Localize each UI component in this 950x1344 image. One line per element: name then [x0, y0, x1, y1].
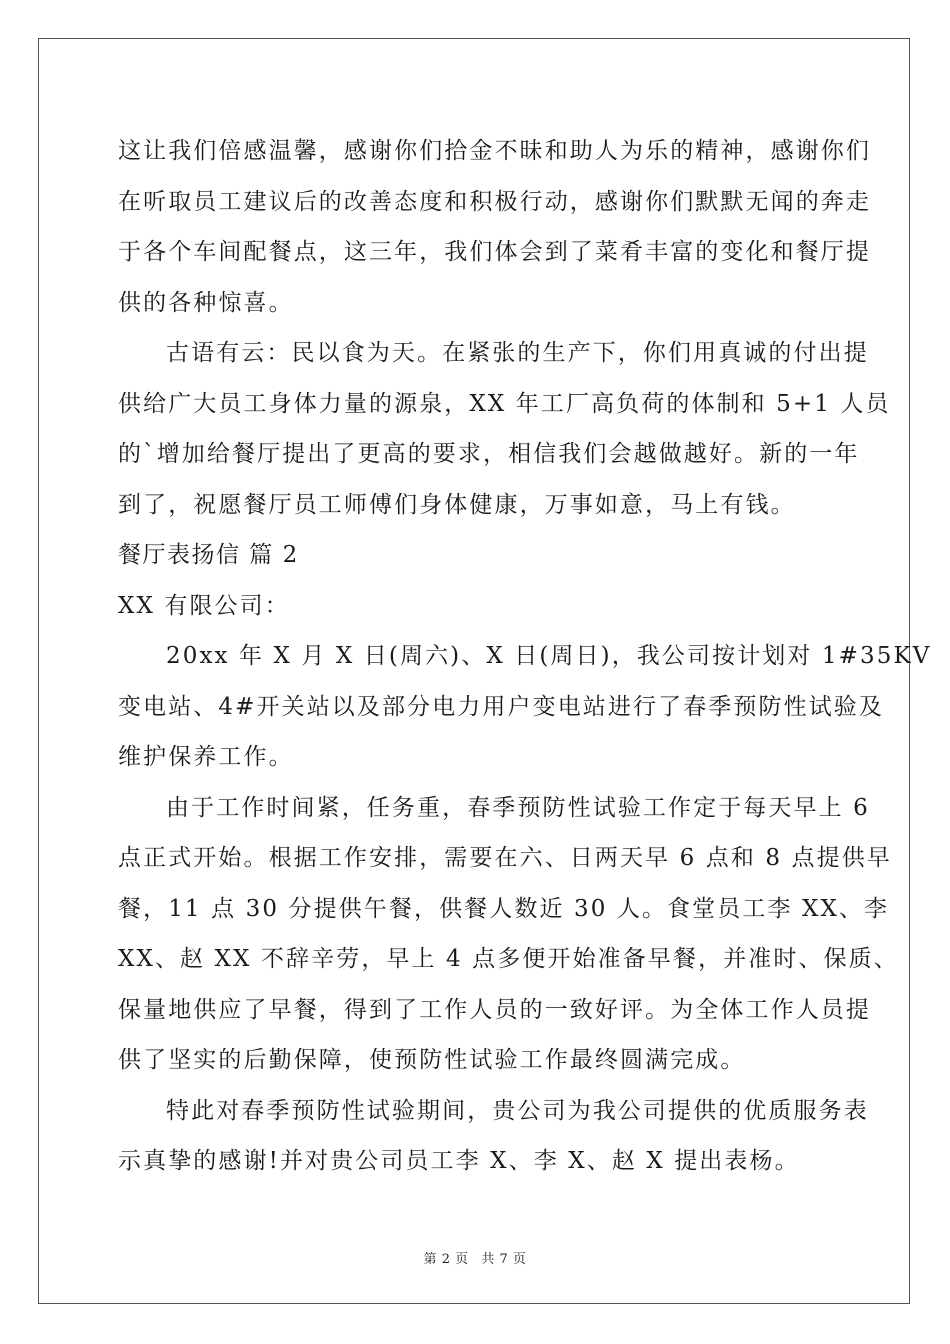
text-line: 的`增加给餐厅提出了更高的要求，相信我们会越做越好。新的一年 — [118, 441, 860, 467]
paragraph-1 — [118, 126, 871, 328]
page-footer — [0, 1248, 950, 1267]
text-line: 由于工作时间紧，任务重，春季预防性试验工作定于每天早上 6 — [166, 794, 870, 821]
text-line: 20xx 年 X 月 X 日(周六)、X 日(周日)，我公司按计划对 1#35KV — [166, 643, 932, 669]
salutation — [118, 581, 838, 632]
heading-text: 餐厅表扬信 篇 2 — [118, 542, 299, 568]
text-line: 这让我们倍感温馨，感谢你们拾金不昧和助人为乐的精神，感谢你们 — [118, 138, 871, 164]
text-line: 到了，祝愿餐厅员工师傅们身体健康，万事如意，马上有钱。 — [118, 491, 796, 518]
paragraph-4 — [118, 783, 899, 1086]
paragraph-3 — [118, 631, 932, 783]
document-body — [118, 126, 932, 1187]
text-line: 古语有云：民以食为天。在紧张的生产下，你们用真诚的付出提 — [166, 340, 869, 366]
paragraph-5 — [118, 1086, 869, 1187]
text-line: 供给广大员工身体力量的源泉，XX 年工厂高负荷的体制和 5+1 人员 — [118, 390, 891, 417]
salutation-text: XX 有限公司： — [118, 592, 290, 619]
text-line: 示真挚的感谢!并对贵公司员工李 X、李 X、赵 X 提出表杨。 — [118, 1148, 800, 1174]
page-total: 共 7 页 — [481, 1252, 527, 1267]
text-line: XX、赵 XX 不辞辛劳，早上 4 点多便开始准备早餐，并准时、保质、 — [118, 946, 899, 972]
text-line: 供了坚实的后勤保障，使预防性试验工作最终圆满完成。 — [118, 1047, 746, 1073]
paragraph-2 — [118, 328, 891, 530]
text-line: 变电站、4#开关站以及部分电力用户变电站进行了春季预防性试验及 — [118, 693, 885, 720]
text-line: 点正式开始。根据工作安排，需要在六、日两天早 6 点和 8 点提供早 — [118, 845, 892, 871]
text-line: 维护保养工作。 — [118, 744, 294, 770]
page-number: 第 2 页 — [423, 1252, 469, 1267]
text-line: 在听取员工建议后的改善态度和积极行动，感谢你们默默无闻的奔走 — [118, 188, 871, 215]
text-line: 供的各种惊喜。 — [118, 289, 294, 316]
text-line: 保量地供应了早餐，得到了工作人员的一致好评。为全体工作人员提 — [118, 996, 871, 1023]
text-line: 特此对春季预防性试验期间，贵公司为我公司提供的优质服务表 — [166, 1097, 869, 1124]
section-heading — [118, 530, 838, 581]
text-line: 餐，11 点 30 分提供午餐，供餐人数近 30 人。食堂员工李 XX、李 — [118, 895, 890, 922]
text-line: 于各个车间配餐点，这三年，我们体会到了菜肴丰富的变化和餐厅提 — [118, 239, 871, 265]
